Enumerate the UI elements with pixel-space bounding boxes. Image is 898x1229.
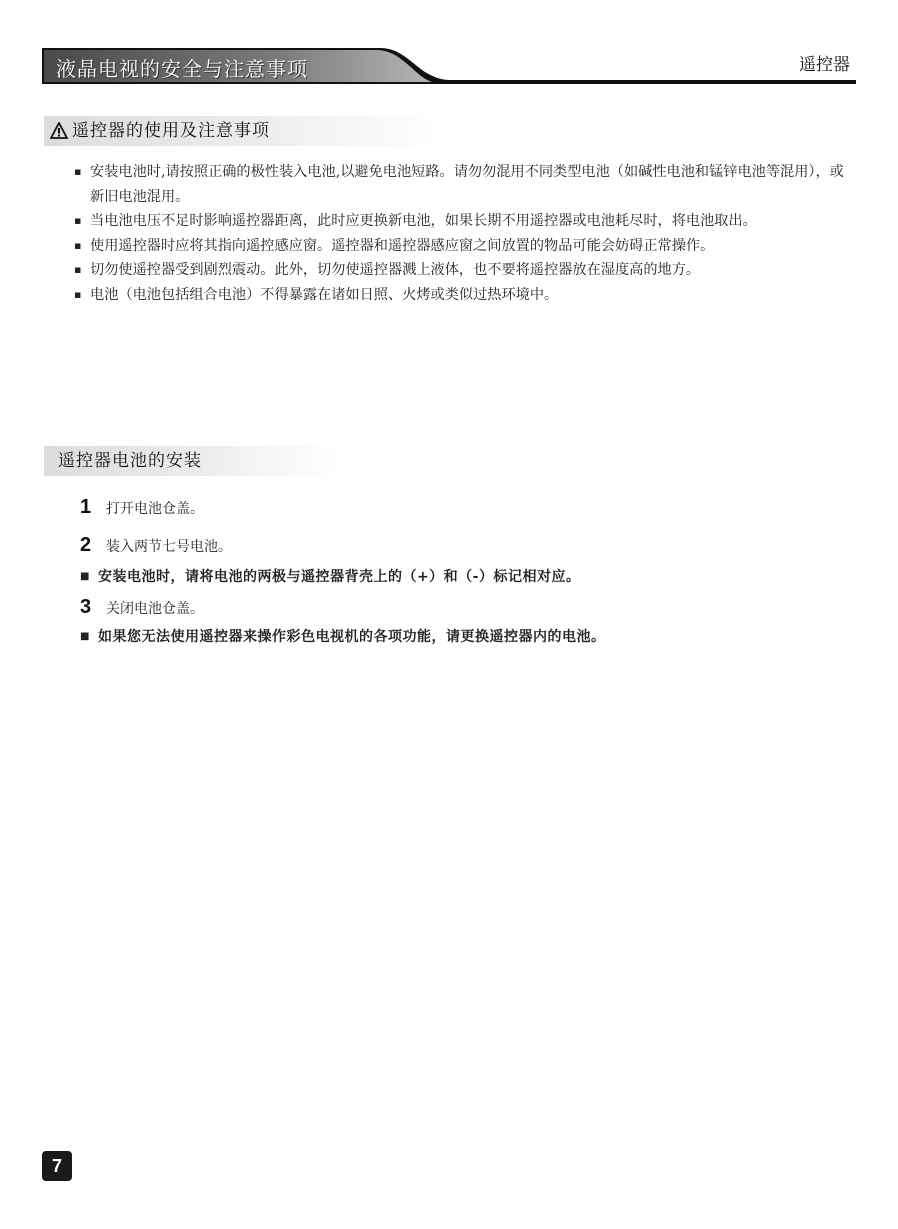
step-number: 1 (80, 496, 92, 518)
step-text: 装入两节七号电池。 (106, 539, 232, 555)
note-text: 如果您无法使用遥控器来操作彩色电视机的各项功能，请更换遥控器内的电池。 (97, 629, 606, 645)
install-step-3 (80, 596, 204, 619)
install-note-polarity (80, 566, 581, 586)
section-heading-install: 遥控器电池的安装 (44, 446, 338, 476)
section-heading-usage-text: 遥控器的使用及注意事项 (72, 121, 270, 141)
install-step-1 (80, 496, 204, 519)
step-text: 关闭电池仓盖。 (106, 601, 204, 617)
bullet-icon: ■ (80, 631, 90, 642)
step-number: 2 (80, 534, 92, 556)
install-step-2 (80, 534, 232, 557)
list-item: ▪ 当电池电压不足时影响遥控器距离，此时应更换新电池，如果长期不用遥控器或电池耗尽时，将电池取出。 (74, 209, 844, 234)
step-number: 3 (80, 596, 92, 618)
list-item: ▪ 安装电池时,请按照正确的极性装入电池,以避免电池短路。请勿勿混用不同类型电池（如碱性电池和锰锌电池等混用），或新旧电池混用。 (74, 160, 844, 209)
bullet-icon: ■ (80, 571, 90, 582)
warning-icon (50, 122, 68, 139)
list-item: ▪ 电池（电池包括组合电池）不得暴露在诸如日照、火烤或类似过热环境中。 (74, 283, 844, 308)
page-header (40, 44, 856, 86)
header-title: 液晶电视的安全与注意事项 (56, 57, 308, 81)
note-text: 安装电池时，请将电池的两极与遥控器背壳上的（+）和（-）标记相对应。 (97, 569, 581, 585)
header-section-label: 遥控器 (799, 55, 850, 75)
list-item: ▪ 使用遥控器时应将其指向遥控感应窗。遥控器和遥控器感应窗之间放置的物品可能会妨碍正常操作。 (74, 234, 844, 259)
list-item: ▪ 切勿使遥控器受到剧烈震动。此外，切勿使遥控器溅上液体，也不要将遥控器放在湿度高的地方。 (74, 258, 844, 283)
install-note-replace (80, 626, 605, 646)
section-heading-usage (44, 116, 440, 146)
step-text: 打开电池仓盖。 (106, 501, 204, 517)
page-number: 7 (42, 1151, 72, 1181)
usage-notes-list (74, 160, 844, 308)
